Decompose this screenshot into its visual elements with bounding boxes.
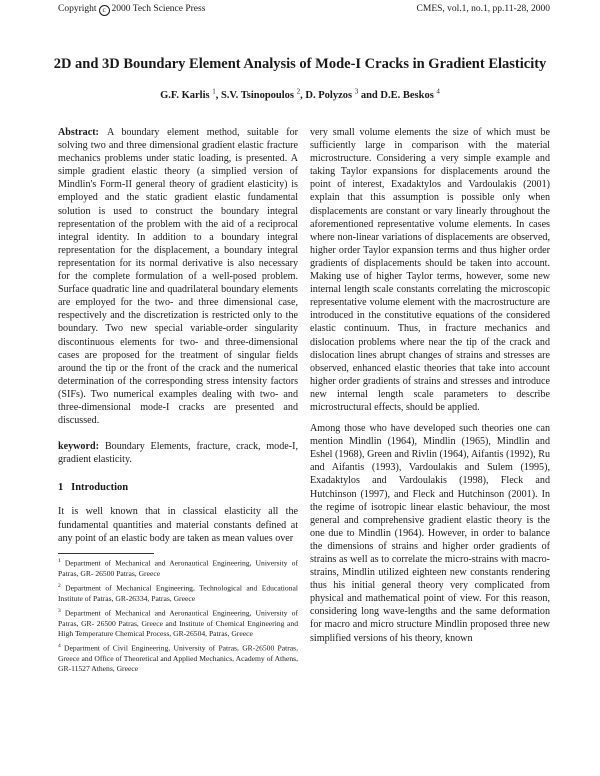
footnotes bbox=[58, 556, 298, 676]
left-column bbox=[58, 126, 298, 545]
copyright-symbol: c bbox=[99, 5, 110, 16]
author: D.E. Beskos $^4$ bbox=[380, 87, 440, 101]
intro-paragraph-start: It is well known that in classical elasticity all the fundamental quantities and material constants defined at any point of an elastic body are taken as mean values over bbox=[58, 506, 298, 544]
paper-title: 2D and 3D Boundary Element Analysis of Mode-I Cracks in Gradient Elasticity bbox=[53, 56, 547, 72]
journal-citation: CMES, vol.1, no.1, pp.11-28, 2000 bbox=[416, 4, 550, 14]
copyright-holder: 2000 Tech Science Press bbox=[111, 4, 206, 14]
footnote: $^2$ Department of Mechanical Engineering, Technological and Educational Institute of Patras, GR-26334, Patras, Greece bbox=[58, 582, 298, 603]
abstract bbox=[58, 126, 298, 427]
author-list bbox=[40, 87, 560, 101]
keywords-text: Boundary Elements, fracture, crack, mode-I, gradient elasticity. bbox=[58, 441, 298, 466]
section-title: Introduction bbox=[71, 482, 129, 494]
footnote: $^1$ Department of Mechanical and Aeronautical Engineering, University of Patras, GR- 26500 Patras, Greece bbox=[58, 558, 298, 578]
copyright-notice bbox=[58, 4, 205, 18]
intro-paragraph-continued: very small volume elements the size of which must be sufficiently large in comparison with the material microstructure. Considering a very simple example and taking Taylor expansions for displacements around the point of interest, Exadaktylos and Vardoulakis (2001) explain that this assumption is possible only when displacements are constant or vary linearly throughout the aforementioned representative volume elements. In cases where non-linear variations of displacements are observed, higher order Taylor expansion terms and thus higher order gradients of displacements should be taken into account. Making use of higher Taylor terms, however, some new internal length scale constants correlating the microscopic representative volume element with the macrostructure are introduced in the constitutive equations of the considered elastic continuum. Thus, in fracture mechanics and dislocation problems where near the tip of the crack and dislocation lines abrupt changes of strains and stresses are observed, enhanced elastic theories that take into account higher order gradients of strains and stresses and introduce new internal length scale parameters to describe microstructural effects, should be applied. bbox=[310, 127, 550, 413]
keywords-label: keyword: bbox=[58, 441, 99, 453]
abstract-label: Abstract: bbox=[58, 127, 99, 138]
right-column bbox=[310, 126, 550, 645]
section-number: 1 bbox=[58, 482, 64, 494]
footnote: $^3$ Department of Mechanical and Aeronautical Engineering, University of Patras, GR- 26500 Patras, Greece and Institute of Chemical Engineering and High Temperature Chemical Process, GR-26504, Patras, Greece bbox=[58, 607, 298, 638]
section-heading bbox=[58, 481, 298, 494]
intro-paragraph-2: Among those who have developed such theories one can mention Mindlin (1964), Mindlin (1965), Mindlin and Eshel (1968), Green and Rivlin (1964), Aifantis (1992), Ru and Aifantis (1993), Vardoulakis and Sulem (1995), Exadaktylos and Vardoulakis (1998), Fleck and Hutchinson (1997), and Fleck and Hutchinson (2001). In the regime of isotropic linear elastic behaviour, the most general and comprehensive gradient elastic theory is the one due to Mindlin (1964). However, in order to balance the dimensions of strains and higher order gradients of strains as well as to correlate the micro-strains with macro-strains, Mindlin utilized eighteen new constants rendering thus his initial general theory very complicated from physical and mathematical point of view. For this reason, considering long wave-lengths and the same deformation for macro and micro structure Mindlin proposed three new simplified versions of his theory, known bbox=[310, 423, 550, 644]
footnote: $^4$ Department of Civil Engineering, University of Patras, GR-26500 Patras, Greece and Office of Theoretical and Applied Mechanics, Academy of Athens, GR-11527 Athens, Greece bbox=[58, 643, 298, 673]
copyright-prefix: Copyright bbox=[58, 4, 97, 14]
abstract-text: A boundary element method, suitable for solving two and three dimensional gradient elastic fracture mechanics problems under static loading, is presented. A simple gradient elastic theory (a simplied version of Mindlin's Form-II general theory of gradient elasticity) is employed and the static gradient elastic fundamental solution is used to construct the boundary integral representation of the problem with the aid of a reciprocal integral identity. In addition to a boundary integral representation for the displacement, a boundary integral representation for its normal derivative is also necessary for the complete formulation of a well-posed problem. Surface quadratic line and quadrilateral boundary elements are employed for the two- and three dimensional case, respectively and the discretization is restricted only to the boundary. Two new special variable-order singularity discontinuous elements for two- and three-dimensional cases are proposed for the treatment of singular fields around the tip or the front of the crack and the numerical determination of the corresponding stress intensity factors (SIFs). Two numerical examples dealing with two- and three-dimensional mode-I cracks are presented and discussed. bbox=[58, 127, 298, 427]
running-header bbox=[58, 4, 550, 18]
author: D. Polyzos $^3$ and bbox=[305, 87, 381, 101]
keywords bbox=[58, 440, 298, 466]
footnote-rule bbox=[58, 553, 154, 554]
author: G.F. Karlis $^1$, bbox=[160, 87, 221, 101]
author: S.V. Tsinopoulos $^2$, bbox=[220, 87, 306, 101]
